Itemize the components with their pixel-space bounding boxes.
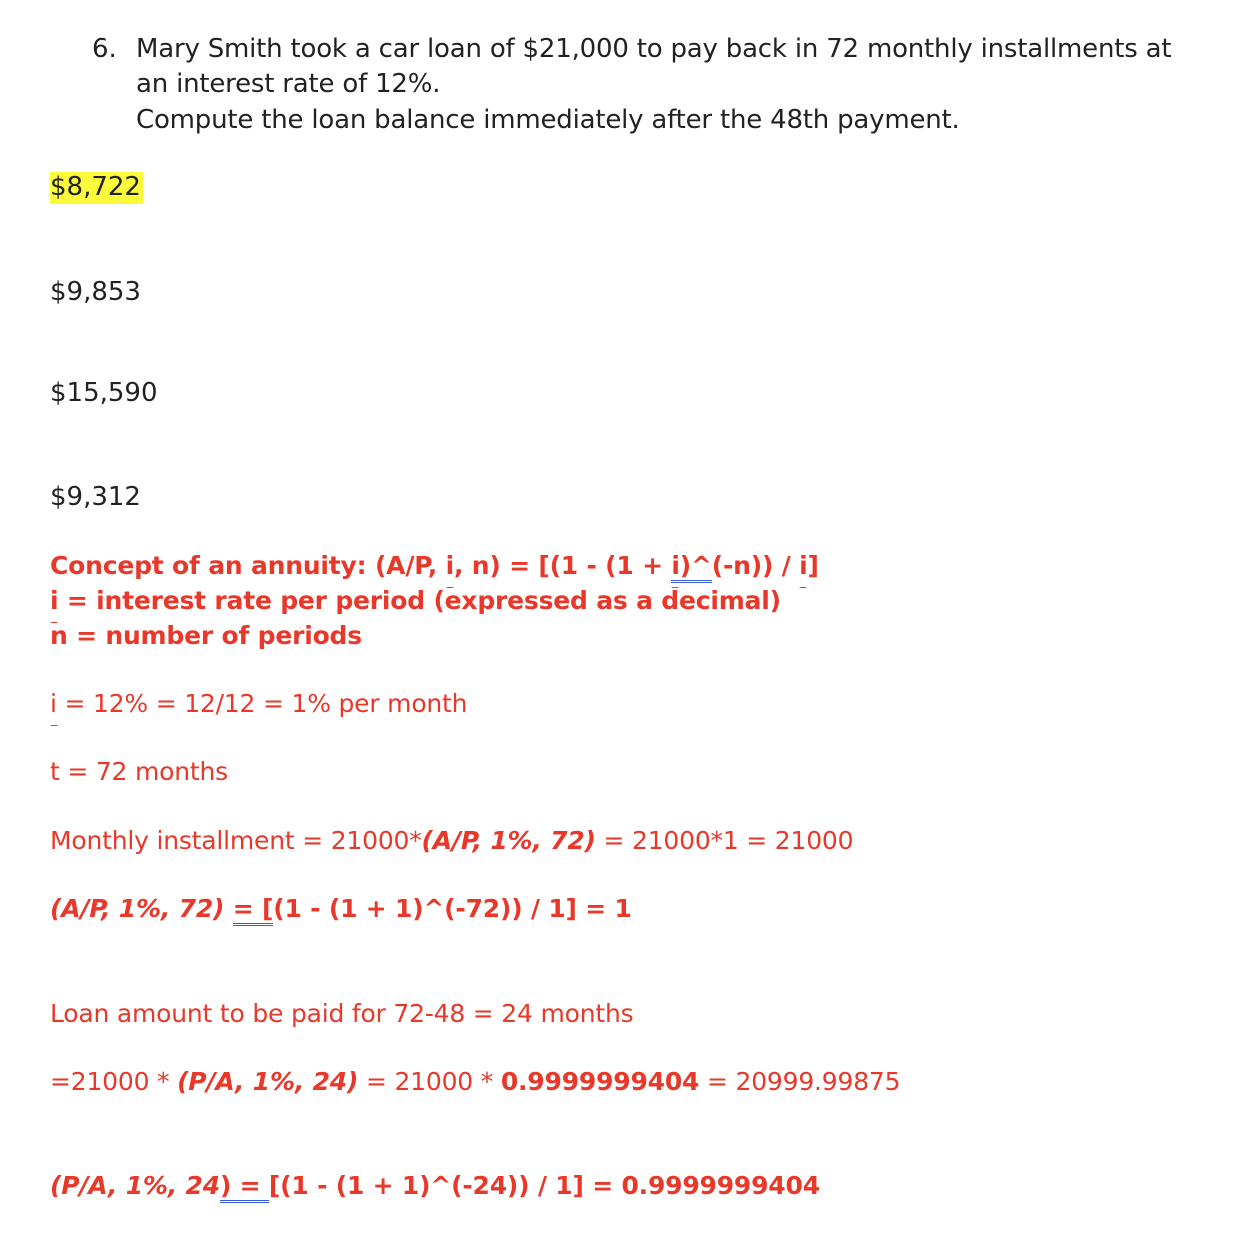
concept-mid: , n) = [(1 - (1 + [453, 551, 672, 580]
pa-formula: [(1 - (1 + 1)^(-24)) / 1] = 0.9999999404 [268, 1171, 820, 1200]
ap-equals: = [ [233, 894, 273, 926]
calc-line [50, 1067, 900, 1096]
concept-i2: i [671, 551, 679, 583]
calc-c: = 21000 * [358, 1067, 501, 1096]
question-text-line-1: Mary Smith took a car loan of $21,000 to pay back in 72 monthly installments at [136, 34, 1172, 64]
remaining-months-line: Loan amount to be paid for 72-48 = 24 months [50, 999, 634, 1028]
concept-end: ] [807, 551, 819, 580]
installment-factor: (A/P, 1%, 72) [421, 826, 596, 855]
answer-option-b[interactable]: $9,853 [50, 277, 141, 307]
question-number: 6. [92, 34, 117, 64]
calc-factor-value: 0.9999999404 [500, 1067, 700, 1096]
concept-prefix: Concept of an annuity: (A/P, [50, 551, 446, 580]
rate-symbol: i [50, 689, 57, 718]
rate-text: = 12% = 12/12 = 1% per month [56, 689, 468, 718]
i-def-text: = interest rate per period (expressed as a decimal) [58, 586, 781, 615]
answer-option-a[interactable]: $8,722 [50, 172, 141, 202]
pa-factor-label: (P/A, 1%, 24 [50, 1171, 220, 1200]
answer-option-d[interactable]: $9,312 [50, 482, 141, 512]
concept-i3: i [799, 551, 808, 580]
i-definition-line [50, 586, 781, 615]
installment-a: Monthly installment = 21000* [50, 826, 422, 855]
calc-factor: (P/A, 1%, 24) [177, 1067, 359, 1096]
installment-c: = 21000*1 = 21000 [595, 826, 854, 855]
ap-formula: (1 - (1 + 1)^(-72)) / 1] = 1 [273, 894, 632, 923]
question-text-line-3: Compute the loan balance immediately after the 48th payment. [136, 105, 960, 135]
answer-option-c[interactable]: $15,590 [50, 378, 158, 408]
rate-line [50, 689, 467, 718]
ap-factor-line [50, 894, 632, 923]
calc-a: =21000 * [50, 1067, 178, 1096]
ap-factor-label: (A/P, 1%, 72) [50, 894, 233, 923]
pa-factor-line [50, 1171, 820, 1200]
pa-equals: ) = [220, 1171, 269, 1203]
i-def-symbol: i [50, 586, 59, 615]
concept-i: i [445, 551, 454, 580]
annuity-concept-line [50, 551, 819, 583]
installment-line [50, 826, 853, 855]
n-definition-line: n = number of periods [50, 621, 362, 650]
question-text-line-2: an interest rate of 12%. [136, 69, 441, 99]
calc-result: = 20999.99875 [699, 1067, 901, 1096]
concept-tail: (-n)) / [711, 551, 800, 580]
concept-paren: )^ [680, 551, 712, 583]
t-line: t = 72 months [50, 757, 228, 786]
